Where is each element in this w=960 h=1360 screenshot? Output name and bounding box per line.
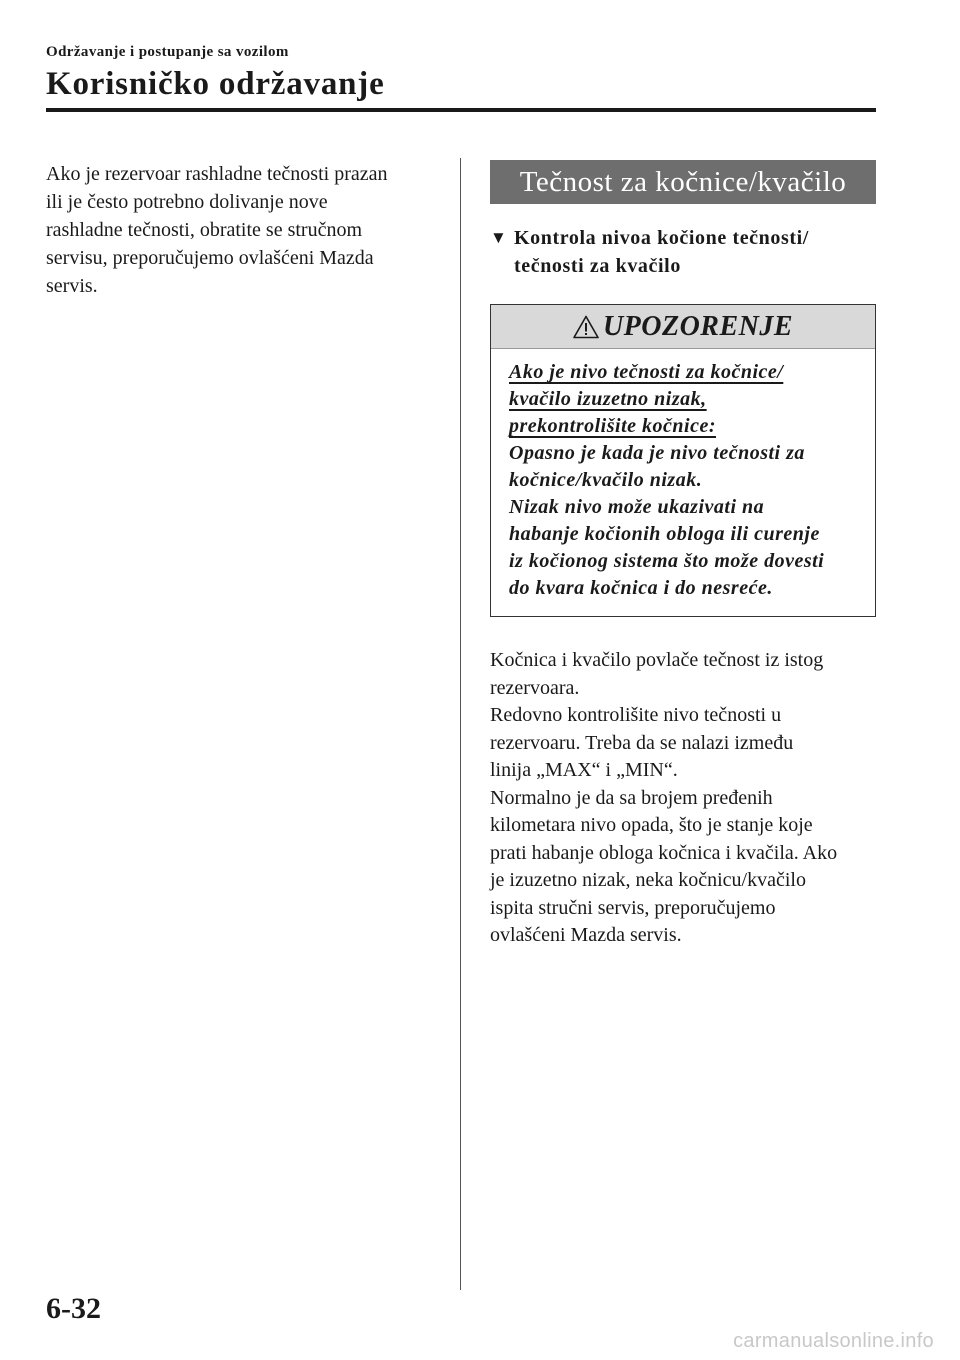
warning-text-line: Nizak nivo može ukazivati na bbox=[509, 496, 765, 518]
warning-header bbox=[491, 305, 875, 349]
paragraph-line: servis. bbox=[46, 275, 98, 297]
warning-box bbox=[490, 304, 876, 617]
page-title: Korisničko održavanje bbox=[46, 66, 385, 102]
body-line: Kočnica i kvačilo povlače tečnost iz istog bbox=[490, 649, 824, 671]
warning-heading-line: prekontrolišite kočnice: bbox=[509, 415, 716, 437]
paragraph-line: servisu, preporučujemo ovlašćeni Mazda bbox=[46, 247, 374, 269]
warning-text-line: do kvara kočnica i do nesreće. bbox=[509, 577, 773, 599]
body-line: je izuzetno nizak, neka kočnicu/kvačilo bbox=[490, 869, 806, 891]
right-column bbox=[490, 160, 876, 950]
warning-text-line: kočnice/kvačilo nizak. bbox=[509, 469, 703, 491]
watermark: carmanualsonline.info bbox=[733, 1330, 934, 1352]
page-number: 6-32 bbox=[46, 1292, 101, 1325]
body-line: Redovno kontrolišite nivo tečnosti u bbox=[490, 704, 782, 726]
section-header: Održavanje i postupanje sa vozilom bbox=[46, 44, 289, 60]
paragraph-line: rashladne tečnosti, obratite se stručnom bbox=[46, 219, 363, 241]
body-line: kilometara nivo opada, što je stanje koje bbox=[490, 814, 813, 836]
section-title-banner: Tečnost za kočnice/kvačilo bbox=[490, 160, 876, 204]
warning-text-line: iz kočionog sistema što može dovesti bbox=[509, 550, 825, 572]
body-line: ovlašćeni Mazda servis. bbox=[490, 924, 682, 946]
body-line: linija „MAX“ i „MIN“. bbox=[490, 759, 678, 781]
subheading-text bbox=[514, 224, 809, 280]
body-line: prati habanje obloga kočnica i kvačila. Ako bbox=[490, 841, 838, 864]
warning-triangle-icon bbox=[573, 315, 599, 339]
body-line: ispita stručni servis, preporučujemo bbox=[490, 896, 776, 919]
subheading-line: tečnosti za kvačilo bbox=[514, 255, 681, 277]
warning-body bbox=[491, 349, 875, 616]
warning-text-line: Opasno je kada je nivo tečnosti za bbox=[509, 442, 805, 464]
subheading bbox=[490, 224, 876, 280]
paragraph-line: ili je često potrebno dolivanje nove bbox=[46, 191, 328, 213]
column-divider bbox=[460, 158, 461, 1290]
paragraph-line: Ako je rezervoar rashladne tečnosti prazan bbox=[46, 163, 388, 185]
warning-heading-line: kvačilo izuzetno nizak, bbox=[509, 388, 707, 410]
body-line: rezervoara. bbox=[490, 676, 580, 699]
warning-heading-line: Ako je nivo tečnosti za kočnice/ bbox=[509, 361, 784, 383]
triangle-down-icon: ▼ bbox=[490, 228, 508, 247]
body-line: rezervoaru. Treba da se nalazi između bbox=[490, 731, 794, 754]
warning-label: UPOZORENJE bbox=[602, 310, 794, 342]
header-divider bbox=[46, 108, 876, 112]
left-column bbox=[46, 160, 436, 300]
body-text bbox=[490, 647, 876, 950]
warning-text-line: habanje kočionih obloga ili curenje bbox=[509, 523, 820, 545]
subheading-line: Kontrola nivoa kočione tečnosti/ bbox=[514, 227, 809, 249]
body-line: Normalno je da sa brojem pređenih bbox=[490, 786, 773, 809]
